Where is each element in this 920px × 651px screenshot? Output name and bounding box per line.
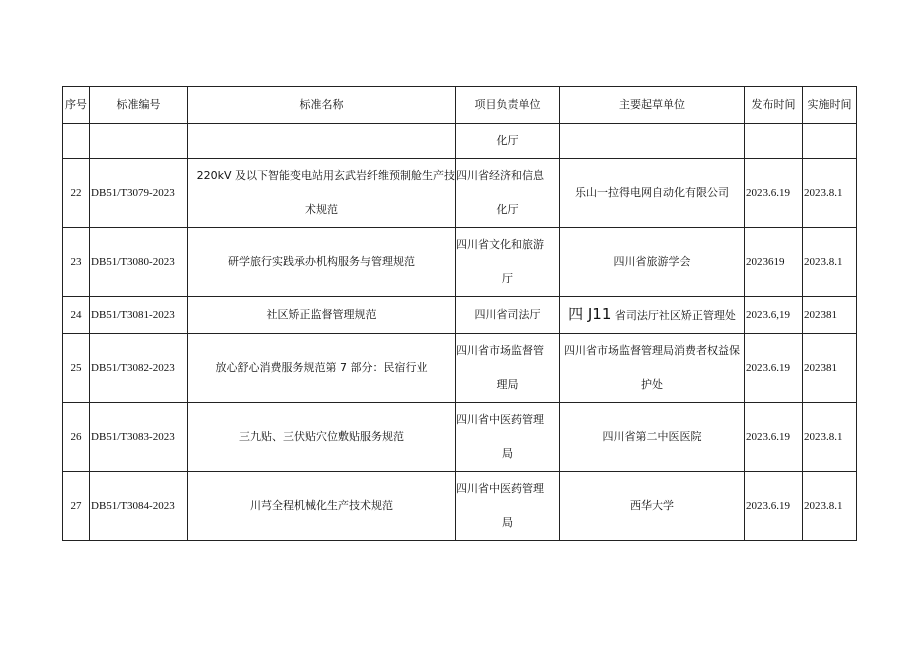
cell-drafter: 四川省第二中医医院 — [560, 403, 745, 472]
cell-name — [188, 124, 456, 159]
header-seq: 序号 — [63, 87, 90, 124]
cell-publish: 2023619 — [745, 228, 803, 297]
cell-publish: 2023.6.19 — [745, 334, 803, 403]
cell-seq — [63, 124, 90, 159]
table-row — [63, 124, 857, 159]
cell-implement: 202381 — [803, 334, 857, 403]
cell-dept — [456, 334, 560, 403]
cell-seq: 24 — [63, 297, 90, 334]
cell-code: DB51/T3083-2023 — [90, 403, 188, 472]
cell-name: 三九贴、三伏贴穴位敷贴服务规范 — [188, 403, 456, 472]
cell-drafter — [560, 124, 745, 159]
cell-drafter — [560, 334, 745, 403]
table-row — [63, 228, 857, 297]
header-code: 标准编号 — [90, 87, 188, 124]
cell-code: DB51/T3081-2023 — [90, 297, 188, 334]
cell-code — [90, 124, 188, 159]
dept-line-2: 局 — [502, 447, 513, 460]
header-dept: 项目负责单位 — [456, 87, 560, 124]
cell-drafter: 四川省旅游学会 — [560, 228, 745, 297]
drafter-part-2: 省司法厅社区矫正管理处 — [611, 309, 736, 322]
cell-seq: 22 — [63, 159, 90, 228]
cell-dept: 四川省司法厅 — [456, 297, 560, 334]
dept-line-1: 四川省文化和旅游 — [456, 238, 544, 251]
cell-dept: 化厅 — [456, 124, 560, 159]
standards-table — [62, 86, 857, 541]
cell-dept — [456, 472, 560, 541]
cell-drafter — [560, 297, 745, 334]
cell-seq: 25 — [63, 334, 90, 403]
header-implement: 实施时间 — [803, 87, 857, 124]
table-row — [63, 297, 857, 334]
header-publish: 发布时间 — [745, 87, 803, 124]
dept-line-2: 厅 — [502, 272, 513, 285]
cell-dept — [456, 403, 560, 472]
cell-code: DB51/T3084-2023 — [90, 472, 188, 541]
dept-line-1: 四川省经济和信息 — [456, 169, 544, 182]
dept-line-1: 四川省中医药管理 — [456, 482, 544, 495]
drafter-line-1: 四川省市场监督管理局消费者权益保 — [564, 344, 740, 357]
cell-implement: 2023.8.1 — [803, 159, 857, 228]
cell-dept — [456, 159, 560, 228]
table-row — [63, 334, 857, 403]
cell-implement: 2023.8.1 — [803, 472, 857, 541]
dept-line-1: 四川省中医药管理 — [456, 413, 544, 426]
cell-implement: 2023.8.1 — [803, 228, 857, 297]
cell-implement — [803, 124, 857, 159]
dept-line-1: 四川省市场监督管 — [456, 344, 544, 357]
dept-line-2: 理局 — [496, 378, 519, 391]
cell-seq: 23 — [63, 228, 90, 297]
cell-dept — [456, 228, 560, 297]
cell-publish: 2023.6.19 — [745, 403, 803, 472]
cell-code: DB51/T3080-2023 — [90, 228, 188, 297]
cell-code: DB51/T3079-2023 — [90, 159, 188, 228]
dept-line-2: 化厅 — [496, 203, 519, 216]
dept-line-2: 局 — [502, 516, 513, 529]
cell-implement: 2023.8.1 — [803, 403, 857, 472]
cell-code: DB51/T3082-2023 — [90, 334, 188, 403]
header-drafter: 主要起草单位 — [560, 87, 745, 124]
cell-publish: 2023.6.19 — [745, 159, 803, 228]
cell-name: 川芎全程机械化生产技术规范 — [188, 472, 456, 541]
table-row — [63, 472, 857, 541]
cell-seq: 27 — [63, 472, 90, 541]
header-name: 标准名称 — [188, 87, 456, 124]
table-row — [63, 403, 857, 472]
cell-implement: 202381 — [803, 297, 857, 334]
cell-name: 研学旅行实践承办机构服务与管理规范 — [188, 228, 456, 297]
cell-drafter: 乐山一拉得电网自动化有限公司 — [560, 159, 745, 228]
cell-drafter: 西华大学 — [560, 472, 745, 541]
cell-name: 放心舒心消费服务规范第 7 部分：民宿行业 — [188, 334, 456, 403]
drafter-part-1: 四 J11 — [568, 305, 612, 323]
cell-name: 社区矫正监督管理规范 — [188, 297, 456, 334]
cell-seq: 26 — [63, 403, 90, 472]
name-line-1: 220kV 及以下智能变电站用玄武岩纤维预制舱生产技 — [196, 169, 455, 182]
cell-publish: 2023.6,19 — [745, 297, 803, 334]
cell-name — [188, 159, 456, 228]
table-row — [63, 159, 857, 228]
drafter-line-2: 护处 — [641, 378, 663, 391]
cell-publish: 2023.6.19 — [745, 472, 803, 541]
cell-publish — [745, 124, 803, 159]
header-row — [63, 87, 857, 124]
name-line-2: 术规范 — [305, 203, 338, 216]
